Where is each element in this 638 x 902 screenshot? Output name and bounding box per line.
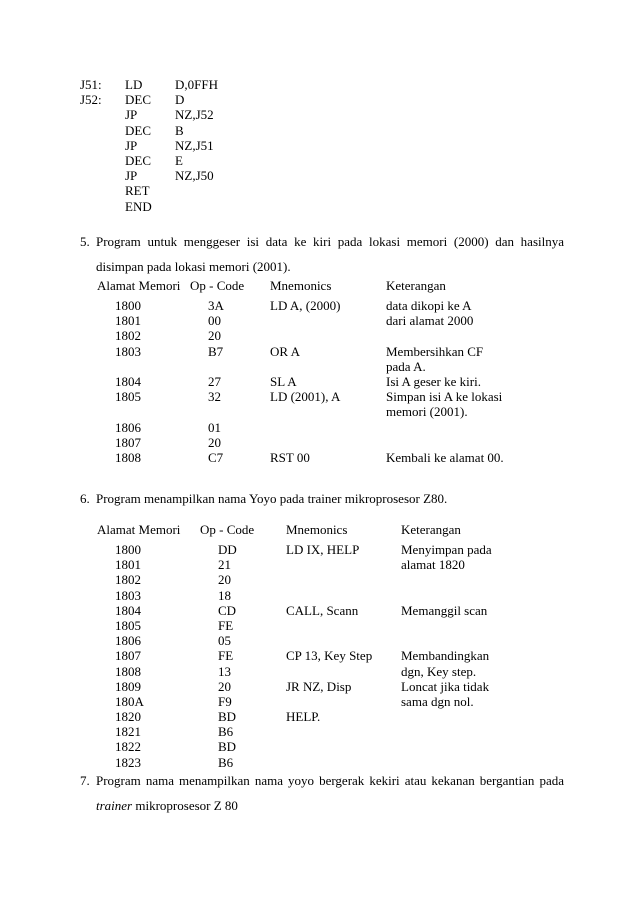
cell-mn <box>270 420 340 435</box>
code-label <box>80 168 102 183</box>
cell-addr: 1806 <box>115 419 141 435</box>
section-number: 5. <box>80 234 90 249</box>
cell-addr: 1806 <box>115 633 141 649</box>
code-op: DEC <box>125 122 151 138</box>
cell-mn <box>270 359 340 374</box>
cell-op: FE <box>218 648 234 664</box>
code-label <box>80 199 102 214</box>
cell-mn: CP 13, Key Step <box>286 648 373 664</box>
cell-mn: LD A, (2000) <box>270 298 341 313</box>
cell-addr <box>115 404 141 419</box>
cell-mn: CALL, Scann <box>286 602 359 618</box>
cell-mn: LD (2001), A <box>270 389 341 405</box>
cell-mn <box>286 618 372 633</box>
cell-addr: 1800 <box>115 298 141 313</box>
cell-op: B7 <box>208 343 224 359</box>
section-number: 6. <box>80 491 90 506</box>
column-header: Mnemonics <box>270 278 332 293</box>
cell-addr <box>115 359 141 374</box>
cell-addr: 1802 <box>115 328 141 344</box>
section-7-paragraph <box>80 773 564 813</box>
code-arg: B <box>175 122 184 138</box>
cell-op: 01 <box>208 419 221 435</box>
cell-mn <box>286 739 372 754</box>
cell-op: CD <box>218 602 237 618</box>
cell-addr: 1801 <box>115 557 141 573</box>
address-column <box>115 298 141 465</box>
code-arg: D,0FFH <box>175 77 218 92</box>
cell-mn <box>286 755 372 770</box>
cell-ket: Memanggil scan <box>401 602 488 618</box>
code-op: DEC <box>125 92 151 108</box>
cell-ket: Membandingkan <box>401 648 490 664</box>
cell-mn: LD IX, HELP <box>286 542 360 557</box>
cell-ket: dgn, Key step. <box>401 663 477 679</box>
cell-ket: Loncat jika tidak <box>401 678 490 694</box>
cell-ket: Isi A geser ke kiri. <box>386 373 481 389</box>
cell-ket <box>401 633 492 648</box>
cell-mn: HELP. <box>286 709 321 725</box>
code-label <box>80 123 102 138</box>
code-arg: NZ,J50 <box>175 168 214 184</box>
code-arg: NZ,J51 <box>175 137 214 153</box>
mnemonic-column <box>270 298 340 465</box>
cell-mn: SL A <box>270 373 297 389</box>
column-header: Mnemonics <box>286 522 348 537</box>
cell-ket: data dikopi ke A <box>386 298 472 313</box>
cell-op <box>208 404 224 419</box>
keterangan-column <box>386 298 504 465</box>
cell-addr: 1800 <box>115 542 141 557</box>
cell-op <box>208 359 224 374</box>
section-text-line: Program nama menampilkan nama yoyo bergerak kekiri atau kekanan bergantian pada <box>96 773 564 788</box>
cell-addr: 1821 <box>115 724 141 740</box>
column-header: Alamat Memori <box>97 522 181 537</box>
cell-mn <box>286 664 372 679</box>
cell-ket <box>401 618 492 633</box>
cell-ket <box>401 755 492 770</box>
code-op: RET <box>125 183 150 199</box>
code-op: DEC <box>125 152 151 168</box>
code-op: JP <box>125 107 138 123</box>
code-label <box>80 107 102 122</box>
cell-mn: OR A <box>270 343 300 359</box>
cell-ket <box>401 724 492 739</box>
cell-op: C7 <box>208 449 224 465</box>
cell-op: BD <box>218 709 237 725</box>
cell-mn: RST 00 <box>270 449 310 465</box>
code-arg-column <box>175 77 218 214</box>
cell-op: FE <box>218 617 234 633</box>
cell-op: 18 <box>218 587 231 603</box>
opcode-column <box>218 542 237 770</box>
cell-ket: Kembali ke alamat 00. <box>386 449 504 465</box>
cell-op: B6 <box>218 754 234 770</box>
cell-addr: 1807 <box>115 434 141 450</box>
cell-addr: 1808 <box>115 449 141 465</box>
cell-ket <box>386 420 504 435</box>
cell-addr: 1807 <box>115 648 141 664</box>
code-label: J51: <box>80 77 102 92</box>
cell-op: BD <box>218 739 237 755</box>
cell-op: 00 <box>208 313 221 329</box>
cell-op: 32 <box>208 389 221 405</box>
cell-mn <box>270 435 340 450</box>
column-header: Alamat Memori <box>97 278 181 293</box>
section-text-line: Program menampilkan nama Yoyo pada trainer mikroprosesor Z80. <box>96 491 448 506</box>
cell-op: 20 <box>208 434 221 450</box>
cell-mn <box>286 694 372 709</box>
cell-op: B6 <box>218 724 234 740</box>
code-label: J52: <box>80 92 102 108</box>
code-op-column <box>125 77 152 214</box>
code-arg <box>175 199 218 214</box>
cell-addr: 1820 <box>115 709 141 725</box>
cell-ket <box>401 572 492 587</box>
cell-op: DD <box>218 542 237 557</box>
cell-addr: 1804 <box>115 602 141 618</box>
column-header: Keterangan <box>386 278 446 293</box>
cell-mn <box>286 557 372 572</box>
cell-op: 3A <box>208 298 224 313</box>
column-header: Keterangan <box>401 522 461 537</box>
cell-op: 13 <box>218 663 231 679</box>
cell-mn <box>270 313 340 328</box>
cell-op: 20 <box>208 328 221 344</box>
italic-term: trainer <box>96 798 133 813</box>
cell-ket: sama dgn nol. <box>401 693 474 709</box>
mnemonic-column <box>286 542 372 770</box>
cell-ket <box>401 709 492 724</box>
cell-mn <box>286 724 372 739</box>
code-arg: E <box>175 152 183 168</box>
cell-ket: pada A. <box>386 358 426 374</box>
cell-addr: 1802 <box>115 572 141 588</box>
code-op: JP <box>125 168 138 184</box>
address-column <box>115 542 144 770</box>
code-arg: NZ,J52 <box>175 107 214 123</box>
cell-ket: alamat 1820 <box>401 557 465 573</box>
cell-addr: 1801 <box>115 313 141 329</box>
cell-mn <box>286 572 372 587</box>
column-header: Op - Code <box>190 278 245 293</box>
section-text-line: Program untuk menggeser isi data ke kiri pada lokasi memori (2000) dan hasilnya <box>96 234 564 249</box>
section-text-line <box>96 798 564 813</box>
cell-addr: 1823 <box>115 754 141 770</box>
section-number: 7. <box>80 773 90 788</box>
code-op: END <box>125 198 152 214</box>
cell-op: 05 <box>218 633 231 649</box>
cell-addr: 1809 <box>115 678 141 694</box>
code-label <box>80 153 102 168</box>
cell-op: 21 <box>218 557 231 573</box>
code-arg: D <box>175 92 185 108</box>
cell-mn <box>286 633 372 648</box>
cell-ket <box>386 328 504 343</box>
cell-addr: 180A <box>115 693 144 709</box>
cell-ket <box>386 435 504 450</box>
cell-mn <box>270 404 340 419</box>
cell-op: F9 <box>218 693 232 709</box>
cell-addr: 1803 <box>115 343 141 359</box>
cell-ket: Simpan isi A ke lokasi <box>386 389 503 405</box>
column-header: Op - Code <box>200 522 255 537</box>
section-text-line: disimpan pada lokasi memori (2001). <box>96 259 291 274</box>
section-5-paragraph <box>80 234 564 274</box>
keterangan-column <box>401 542 492 770</box>
code-op: JP <box>125 137 138 153</box>
cell-mn <box>286 588 372 603</box>
cell-ket: Menyimpan pada <box>401 542 492 557</box>
code-label-column <box>80 77 102 214</box>
cell-ket: Membersihkan CF <box>386 343 484 359</box>
cell-mn: JR NZ, Disp <box>286 678 352 694</box>
cell-addr: 1803 <box>115 587 141 603</box>
cell-ket: dari alamat 2000 <box>386 313 474 329</box>
code-label <box>80 138 102 153</box>
cell-ket: memori (2001). <box>386 404 468 420</box>
cell-op: 20 <box>218 572 231 588</box>
cell-addr: 1804 <box>115 373 141 389</box>
code-label <box>80 183 102 198</box>
opcode-column <box>208 298 224 465</box>
cell-addr: 1805 <box>115 389 141 405</box>
cell-addr: 1822 <box>115 739 141 755</box>
cell-mn <box>270 328 340 343</box>
cell-ket <box>401 588 492 603</box>
code-arg <box>175 183 218 198</box>
section-6-paragraph <box>80 491 564 506</box>
cell-op: 20 <box>218 678 231 694</box>
cell-addr: 1805 <box>115 617 141 633</box>
code-op: LD <box>125 77 143 92</box>
cell-ket <box>401 739 492 754</box>
cell-op: 27 <box>208 373 221 389</box>
cell-addr: 1808 <box>115 663 141 679</box>
text-fragment: mikroprosesor Z 80 <box>132 798 238 813</box>
